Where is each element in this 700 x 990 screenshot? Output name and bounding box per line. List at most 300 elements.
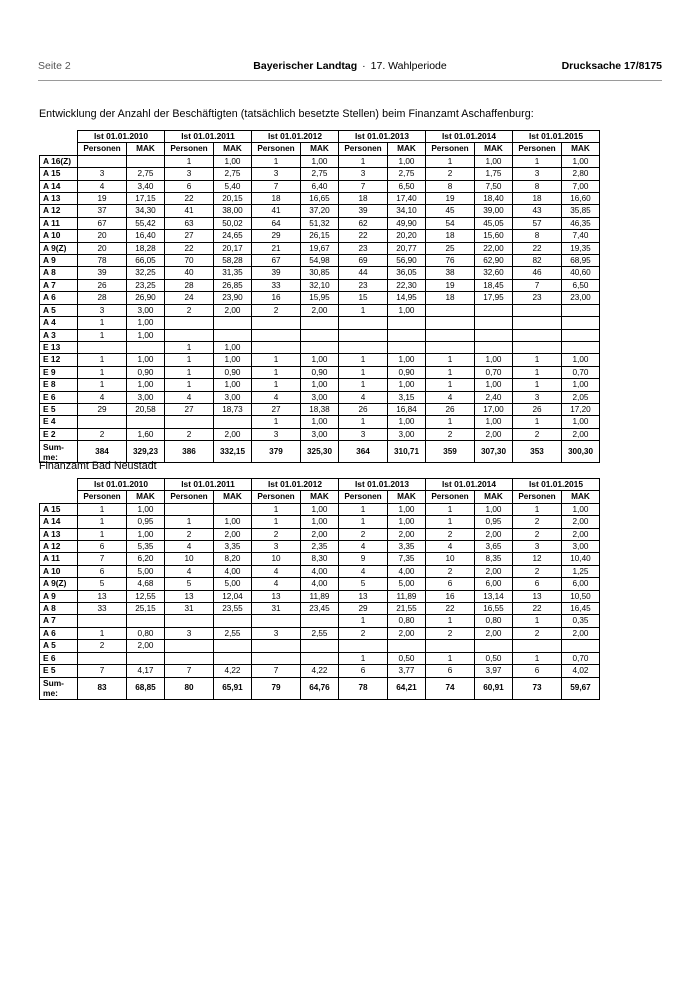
table-cell: 18,28 (127, 242, 165, 254)
table-cell: 39,00 (475, 205, 513, 217)
table-cell: 23 (339, 279, 388, 291)
table-cell: 3 (252, 627, 301, 639)
table-cell: 26 (426, 403, 475, 415)
table-cell (214, 317, 252, 329)
table-cell: 41 (252, 205, 301, 217)
table-cell: 18,40 (475, 193, 513, 205)
table-cell: 1 (78, 379, 127, 391)
table-cell: 1 (339, 416, 388, 428)
table-cell: 1 (252, 503, 301, 515)
table-cell: 3,00 (214, 391, 252, 403)
table-header-sub-row (40, 143, 600, 155)
table-cell: 26,15 (301, 230, 339, 242)
table-cell (388, 317, 426, 329)
row-label: E 13 (40, 341, 78, 353)
table-cell: 66,05 (127, 255, 165, 267)
table-cell: 3,15 (388, 391, 426, 403)
table-cell: 0,70 (562, 366, 600, 378)
table-cell (165, 416, 214, 428)
table-row (40, 503, 600, 515)
table-cell: 1,25 (562, 565, 600, 577)
row-label: A 10 (40, 565, 78, 577)
table-cell: 1,00 (562, 155, 600, 167)
table-cell: 70 (165, 255, 214, 267)
table-cell: 64 (252, 217, 301, 229)
table-cell: 43 (513, 205, 562, 217)
table-cell (252, 615, 301, 627)
table-cell: 1 (339, 516, 388, 528)
table-cell: 0,90 (388, 366, 426, 378)
row-label: A 5 (40, 640, 78, 652)
table-cell (165, 503, 214, 515)
header-divider (38, 80, 662, 81)
table-cell: 1,00 (388, 379, 426, 391)
table-cell: 4 (252, 565, 301, 577)
table-cell: 31 (252, 603, 301, 615)
table-cell: 2,00 (214, 304, 252, 316)
row-label: A 14 (40, 516, 78, 528)
table-cell: 6,00 (562, 578, 600, 590)
sum-cell: 64,76 (301, 677, 339, 699)
table-cell: 24 (165, 292, 214, 304)
row-label: E 9 (40, 366, 78, 378)
table-cell (165, 317, 214, 329)
table-cell: 54,98 (301, 255, 339, 267)
table-cell: 7 (78, 553, 127, 565)
table-cell: 2 (513, 528, 562, 540)
table-cell: 40,60 (562, 267, 600, 279)
column-subheader-mak: MAK (388, 491, 426, 503)
table-row (40, 255, 600, 267)
sum-cell: 78 (339, 677, 388, 699)
table-cell: 0,70 (562, 652, 600, 664)
table-cell: 1 (78, 317, 127, 329)
table-cell: 17,15 (127, 193, 165, 205)
table-cell (475, 640, 513, 652)
table-cell: 1 (339, 354, 388, 366)
table-cell: 1,00 (127, 379, 165, 391)
table-aschaffenburg (39, 130, 600, 463)
header-separator: · (362, 60, 366, 72)
table-cell: 4 (252, 578, 301, 590)
table-cell: 1,00 (388, 354, 426, 366)
table-cell: 1 (78, 516, 127, 528)
table-cell: 1 (78, 329, 127, 341)
table-cell: 1 (165, 516, 214, 528)
table-row (40, 578, 600, 590)
column-subheader-personen: Personen (165, 491, 214, 503)
table-cell: 3 (339, 168, 388, 180)
table-cell: 26,85 (214, 279, 252, 291)
table-cell (513, 317, 562, 329)
table-cell (426, 304, 475, 316)
column-subheader-mak: MAK (562, 143, 600, 155)
table-cell (562, 304, 600, 316)
table-cell: 1 (513, 155, 562, 167)
table-cell: 22,00 (475, 242, 513, 254)
table-cell: 8 (513, 230, 562, 242)
table-cell (513, 341, 562, 353)
row-label: A 14 (40, 180, 78, 192)
table-row (40, 279, 600, 291)
column-group-header: Ist 01.01.2013 (339, 479, 426, 491)
column-subheader-personen: Personen (426, 491, 475, 503)
table-cell: 1 (513, 366, 562, 378)
table-cell: 6 (78, 541, 127, 553)
sum-cell: 364 (339, 441, 388, 463)
table-cell: 1 (78, 354, 127, 366)
table-cell: 0,90 (127, 366, 165, 378)
table-cell: 1 (252, 354, 301, 366)
table-cell (127, 416, 165, 428)
table-cell: 3,00 (388, 428, 426, 440)
table-cell: 45 (426, 205, 475, 217)
table-cell (214, 615, 252, 627)
table-cell: 2,75 (301, 168, 339, 180)
table-cell: 1,00 (562, 416, 600, 428)
table-row (40, 217, 600, 229)
row-label: A 9(Z) (40, 578, 78, 590)
table-aschaffenburg-wrapper (39, 130, 600, 463)
table-cell: 37,20 (301, 205, 339, 217)
table-cell (388, 329, 426, 341)
table-cell (388, 640, 426, 652)
table-cell: 1 (426, 379, 475, 391)
table-cell: 17,20 (562, 403, 600, 415)
row-label: A 9 (40, 590, 78, 602)
table-cell: 2,55 (301, 627, 339, 639)
table-cell: 21 (252, 242, 301, 254)
table-cell: 41 (165, 205, 214, 217)
table-cell: 20 (78, 242, 127, 254)
table-cell: 18 (513, 193, 562, 205)
table-cell: 2 (339, 627, 388, 639)
column-subheader-personen: Personen (78, 491, 127, 503)
table-cell: 2,00 (214, 428, 252, 440)
table-cell: 1 (339, 503, 388, 515)
table-cell: 20,15 (214, 193, 252, 205)
table-cell: 1 (252, 379, 301, 391)
sum-cell: 79 (252, 677, 301, 699)
column-group-header: Ist 01.01.2014 (426, 479, 513, 491)
sum-cell: 329,23 (127, 441, 165, 463)
table-cell (301, 615, 339, 627)
table-cell (388, 341, 426, 353)
table-cell (562, 317, 600, 329)
table-cell: 7,40 (562, 230, 600, 242)
table-cell: 1,60 (127, 428, 165, 440)
table-cell: 3,97 (475, 665, 513, 677)
table-cell: 1 (78, 366, 127, 378)
table-cell: 10 (252, 553, 301, 565)
table-cell (475, 317, 513, 329)
table-cell: 32,60 (475, 267, 513, 279)
table-cell: 12,04 (214, 590, 252, 602)
table-cell: 2 (426, 627, 475, 639)
table-cell: 18,38 (301, 403, 339, 415)
table-cell: 1 (252, 416, 301, 428)
column-subheader-mak: MAK (475, 143, 513, 155)
table-cell: 7 (339, 180, 388, 192)
table-cell: 39 (252, 267, 301, 279)
table-cell: 8,20 (214, 553, 252, 565)
table-cell: 7 (252, 665, 301, 677)
table-cell: 10 (426, 553, 475, 565)
table-cell: 1,00 (562, 354, 600, 366)
table-cell: 35,85 (562, 205, 600, 217)
page-number-label: Seite 2 (38, 60, 71, 72)
table-cell: 18 (339, 193, 388, 205)
table-cell (513, 329, 562, 341)
table-cell: 0,90 (301, 366, 339, 378)
table-cell: 2,00 (301, 304, 339, 316)
column-subheader-mak: MAK (475, 491, 513, 503)
column-subheader-mak: MAK (214, 491, 252, 503)
sum-label: Sum- me: (40, 441, 78, 463)
table-cell: 22 (513, 242, 562, 254)
table-cell: 3 (252, 541, 301, 553)
row-label: A 15 (40, 503, 78, 515)
table-cell: 16 (426, 590, 475, 602)
table-cell (301, 317, 339, 329)
table-cell (475, 329, 513, 341)
column-subheader-mak: MAK (388, 143, 426, 155)
table-cell: 2 (426, 528, 475, 540)
table-row (40, 428, 600, 440)
table-cell (301, 652, 339, 664)
table-cell: 1,00 (127, 317, 165, 329)
table-cell (562, 640, 600, 652)
table-cell: 1,00 (475, 354, 513, 366)
table-cell: 31,35 (214, 267, 252, 279)
table-cell (339, 329, 388, 341)
table-cell: 67 (78, 217, 127, 229)
table-cell: 1 (339, 304, 388, 316)
table-cell: 20,58 (127, 403, 165, 415)
table-row (40, 603, 600, 615)
column-subheader-personen: Personen (252, 143, 301, 155)
table-cell: 6,20 (127, 553, 165, 565)
table-cell: 22 (165, 242, 214, 254)
table-cell: 49,90 (388, 217, 426, 229)
table-cell (165, 652, 214, 664)
table-row (40, 304, 600, 316)
table-cell: 13,14 (475, 590, 513, 602)
sum-cell: 60,91 (475, 677, 513, 699)
table-row (40, 652, 600, 664)
table-cell: 1,00 (301, 416, 339, 428)
table-cell: 2 (513, 516, 562, 528)
table-cell: 2,00 (562, 428, 600, 440)
table-cell: 16,60 (562, 193, 600, 205)
table-cell: 3,00 (127, 304, 165, 316)
table-cell: 1 (165, 354, 214, 366)
table-cell: 28 (165, 279, 214, 291)
table-cell: 9 (339, 553, 388, 565)
column-subheader-personen: Personen (252, 491, 301, 503)
table-cell (78, 652, 127, 664)
column-subheader-personen: Personen (426, 143, 475, 155)
table-cell: 31 (165, 603, 214, 615)
row-label: A 12 (40, 205, 78, 217)
table-cell: 13 (252, 590, 301, 602)
table-cell (513, 304, 562, 316)
table-cell: 1 (513, 652, 562, 664)
table-row (40, 553, 600, 565)
table-cell: 39 (339, 205, 388, 217)
table-cell (339, 341, 388, 353)
table-cell (165, 329, 214, 341)
column-subheader-mak: MAK (562, 491, 600, 503)
table-cell: 1 (426, 615, 475, 627)
sum-cell: 332,15 (214, 441, 252, 463)
sum-cell: 83 (78, 677, 127, 699)
table-row (40, 516, 600, 528)
table-cell: 13 (513, 590, 562, 602)
table-cell: 2 (339, 528, 388, 540)
table-cell (301, 341, 339, 353)
table-cell: 19 (78, 193, 127, 205)
table-cell: 0,50 (475, 652, 513, 664)
table-cell: 3,00 (562, 541, 600, 553)
table-cell: 21,55 (388, 603, 426, 615)
row-label: E 5 (40, 665, 78, 677)
table-cell: 5,00 (214, 578, 252, 590)
table-cell: 38,00 (214, 205, 252, 217)
table-cell: 16,40 (127, 230, 165, 242)
table-cell: 4,00 (301, 565, 339, 577)
table-row (40, 640, 600, 652)
table-cell: 1,00 (214, 155, 252, 167)
table-cell (252, 652, 301, 664)
sum-cell: 310,71 (388, 441, 426, 463)
table-cell: 5,35 (127, 541, 165, 553)
table-cell: 3,00 (127, 391, 165, 403)
table-cell: 2,40 (475, 391, 513, 403)
table-row (40, 565, 600, 577)
table-cell: 16 (252, 292, 301, 304)
table-cell (214, 652, 252, 664)
table-header-sub-row (40, 491, 600, 503)
table-bad-neustadt-wrapper (39, 478, 600, 700)
table-cell: 62 (339, 217, 388, 229)
table-cell: 3,77 (388, 665, 426, 677)
table-cell (426, 329, 475, 341)
table-cell: 4 (165, 541, 214, 553)
table-cell: 1 (513, 615, 562, 627)
column-group-header: Ist 01.01.2011 (165, 479, 252, 491)
column-subheader-personen: Personen (78, 143, 127, 155)
table-cell: 1,00 (301, 379, 339, 391)
table-cell: 4,00 (388, 565, 426, 577)
table-cell: 10 (165, 553, 214, 565)
table-cell: 5 (78, 578, 127, 590)
table-cell (252, 341, 301, 353)
table-cell: 1,00 (127, 528, 165, 540)
table-cell: 2,00 (562, 516, 600, 528)
table-cell: 50,02 (214, 217, 252, 229)
table-cell: 58,28 (214, 255, 252, 267)
table-cell: 1,00 (388, 155, 426, 167)
table-cell: 4 (426, 541, 475, 553)
table-cell: 16,65 (301, 193, 339, 205)
table-sum-row (40, 677, 600, 699)
table-cell: 2,00 (475, 428, 513, 440)
table-row (40, 541, 600, 553)
table-cell: 1 (426, 503, 475, 515)
row-label: E 12 (40, 354, 78, 366)
table-cell: 11,89 (388, 590, 426, 602)
table-cell: 30,85 (301, 267, 339, 279)
table-cell: 4 (78, 180, 127, 192)
table-cell: 37 (78, 205, 127, 217)
table-cell: 19 (426, 279, 475, 291)
table-cell: 7 (78, 665, 127, 677)
table-cell: 2 (78, 428, 127, 440)
row-label: E 6 (40, 652, 78, 664)
sum-cell: 359 (426, 441, 475, 463)
table-cell: 10,50 (562, 590, 600, 602)
table-row (40, 180, 600, 192)
table-cell: 2,80 (562, 168, 600, 180)
table-cell: 1 (78, 627, 127, 639)
table-corner-cell (40, 479, 78, 491)
column-subheader-personen: Personen (339, 143, 388, 155)
table-cell: 18,45 (475, 279, 513, 291)
table-cell: 39 (78, 267, 127, 279)
sum-cell: 300,30 (562, 441, 600, 463)
row-label: A 5 (40, 304, 78, 316)
table-row (40, 528, 600, 540)
sum-cell: 325,30 (301, 441, 339, 463)
table-cell: 0,50 (388, 652, 426, 664)
table-cell: 10,40 (562, 553, 600, 565)
table-cell: 3 (513, 541, 562, 553)
table-cell: 29 (252, 230, 301, 242)
column-subheader-personen: Personen (339, 491, 388, 503)
table-cell: 0,35 (562, 615, 600, 627)
table-cell: 1 (426, 354, 475, 366)
table-cell: 7 (513, 279, 562, 291)
column-group-header: Ist 01.01.2012 (252, 131, 339, 143)
table-cell: 17,40 (388, 193, 426, 205)
table-cell: 1 (513, 379, 562, 391)
table-cell: 5,00 (127, 565, 165, 577)
table-cell: 56,90 (388, 255, 426, 267)
table-cell: 1 (252, 155, 301, 167)
table-cell: 18,73 (214, 403, 252, 415)
table-cell: 2,00 (301, 528, 339, 540)
row-label: E 2 (40, 428, 78, 440)
row-label: A 3 (40, 329, 78, 341)
table-row (40, 379, 600, 391)
table-cell: 2 (513, 627, 562, 639)
table-cell: 25 (426, 242, 475, 254)
table-row (40, 403, 600, 415)
table-cell: 4 (165, 565, 214, 577)
table-cell: 3,65 (475, 541, 513, 553)
row-label: A 13 (40, 193, 78, 205)
table-cell: 2 (78, 640, 127, 652)
table-cell: 1 (426, 416, 475, 428)
table-cell: 1,00 (562, 503, 600, 515)
table-cell: 1 (513, 416, 562, 428)
table-cell: 4,22 (301, 665, 339, 677)
table-cell: 4,17 (127, 665, 165, 677)
table-cell: 2 (426, 565, 475, 577)
table-cell: 34,30 (127, 205, 165, 217)
table-cell: 20,17 (214, 242, 252, 254)
